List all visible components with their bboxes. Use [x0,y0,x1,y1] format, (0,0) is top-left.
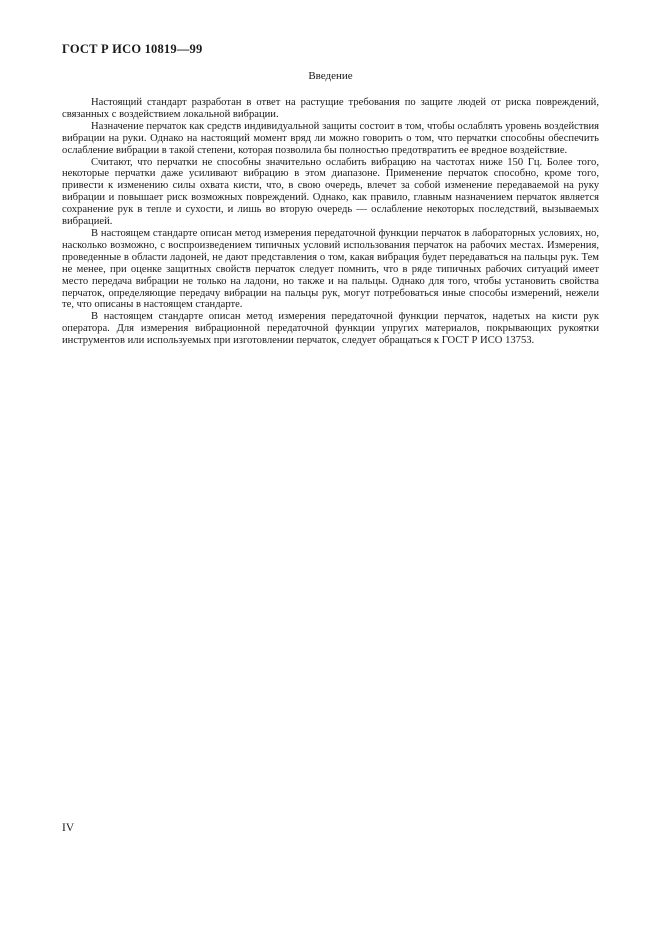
page-number: IV [62,822,75,834]
paragraph: Настоящий стандарт разработан в ответ на растущие требования по защите людей от риска повреждений, связанных с воздействием локальной вибрации. [62,97,599,120]
body-text [62,97,599,347]
paragraph: Назначение перчаток как средств индивидуальной защиты состоит в том, чтобы ослаблять уровень воздействия вибрации на руки. Однако на настоящий момент вряд ли можно говорить о том, что перчатки способны обеспечить ослабление вибрации в такой степени, которая позволила бы полностью предотвратить ее вредное воздействие. [62,120,599,156]
paragraph: В настоящем стандарте описан метод измерения передаточной функции перчаток в лабораторных условиях, но, насколько возможно, с воспроизведением типичных условий использования перчаток на рабочих местах. Измерения, проведенные в области ладоней, не дают представления о том, какая вибрация будет передаваться на пальцы рук. Тем не менее, при оценке защитных свойств перчаток следует помнить, что в ряде типичных рабочих ситуаций имеет место передача вибрации не только на ладони, но также и на пальцы. Однако для того, чтобы установить свойства перчаток, определяющие передачу вибрации на пальцы рук, могут потребоваться иные способы измерений, нежели те, что описаны в настоящем стандарте. [62,227,599,311]
section-title: Введение [308,70,353,82]
document-code: ГОСТ Р ИСО 10819—99 [62,42,203,56]
paragraph: Считают, что перчатки не способны значительно ослабить вибрацию на частотах ниже 150 Гц. Более того, некоторые перчатки даже усиливают вибрацию в этом диапазоне. Применение перчаток способно, кроме того, привести к изменению силы охвата кисти, что, в свою очередь, влечет за собой изменение передаваемой на руку вибрации и повышает риск возможных повреждений. Однако, как правило, главным назначением перчаток является сохранение рук в тепле и сухости, и лишь во вторую очередь — ослабление некоторых последствий, вызываемых вибрацией. [62,156,599,228]
paragraph: В настоящем стандарте описан метод измерения передаточной функции перчаток, надетых на кисти рук оператора. Для измерения вибрационной передаточной функции упругих материалов, покрывающих рукоятки инструментов или используемых при изготовлении перчаток, следует обращаться к ГОСТ Р ИСО 13753. [62,311,599,347]
